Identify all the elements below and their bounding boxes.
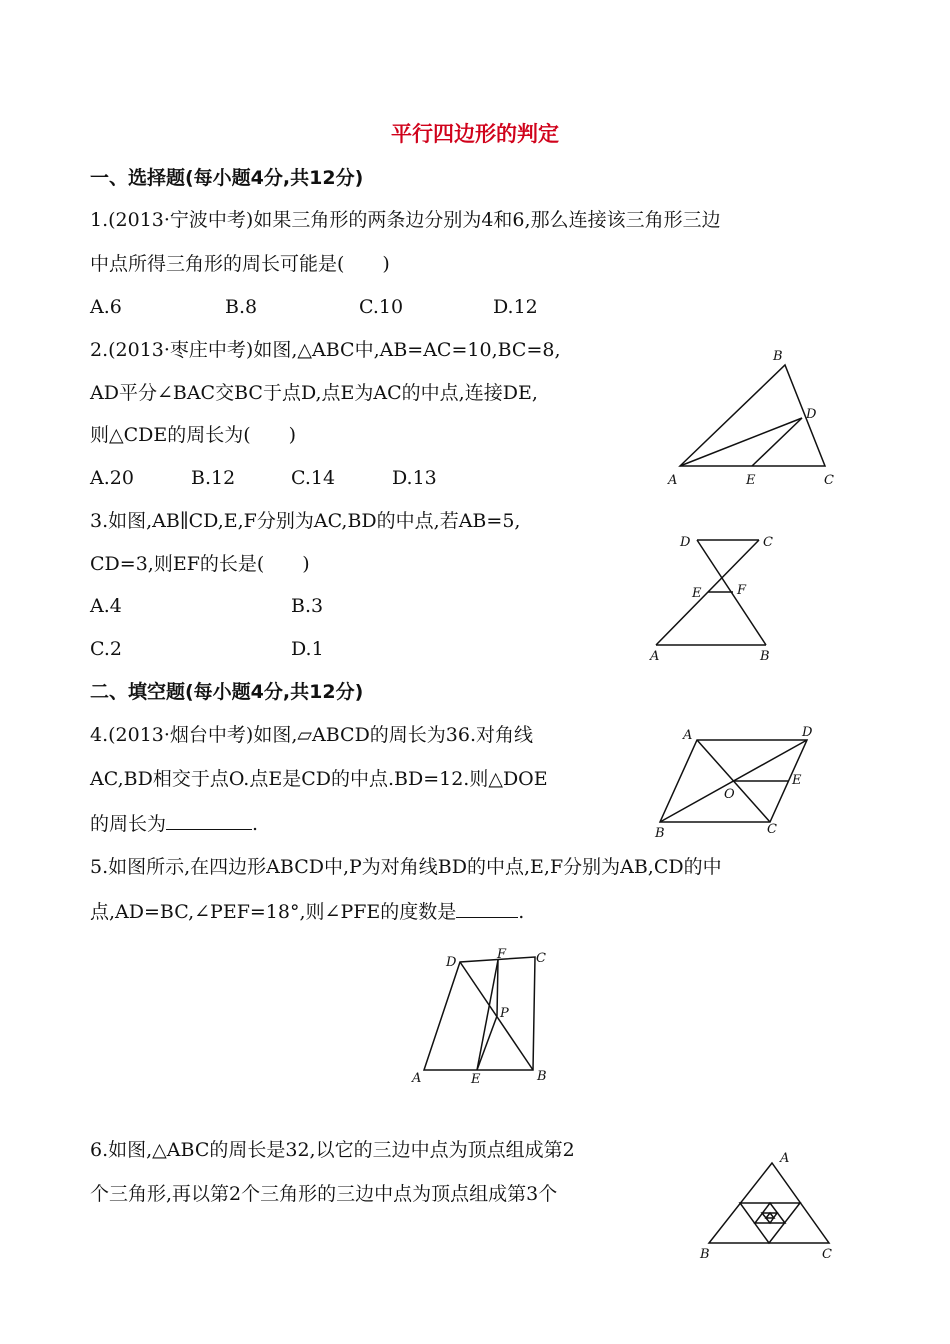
q4-label-a: A: [683, 728, 693, 743]
q2-label-b: B: [773, 349, 783, 364]
q5-text-line2-end: .: [518, 901, 525, 923]
q5-segment-ep: [477, 1016, 497, 1070]
q4-text-line2: AC,BD相交于点O.点E是CD的中点.BD=12.则△DOE: [90, 768, 548, 790]
q5-text-line2-prefix: 点,AD=BC,∠PEF=18°,则∠PFE的度数是: [90, 901, 457, 923]
q5-label-b: B: [537, 1069, 547, 1084]
q3-label-a: A: [650, 649, 660, 664]
q1-option-d: D.12: [493, 296, 538, 318]
q2-segment-ad: [680, 418, 802, 466]
q5-label-a: A: [412, 1071, 422, 1086]
q2-text-line1: 2.(2013·枣庄中考)如图,△ABC中,AB=AC=10,BC=8,: [90, 339, 561, 361]
q5-label-d: D: [446, 955, 457, 970]
q3-label-d: D: [680, 535, 691, 550]
q2-text-line2: AD平分∠BAC交BC于点D,点E为AC的中点,连接DE,: [90, 382, 538, 404]
q4-text-line1: 4.(2013·烟台中考)如图,▱ABCD的周长为36.对角线: [90, 724, 534, 746]
q3-option-d: D.1: [291, 638, 324, 660]
q3-label-c: C: [763, 535, 773, 550]
q2-label-d: D: [806, 407, 817, 422]
q5-text-line1: 5.如图所示,在四边形ABCD中,P为对角线BD的中点,E,F分别为AB,CD的中: [90, 856, 722, 878]
q3-label-f: F: [737, 583, 747, 598]
section-header-fill: 二、填空题(每小题4分,共12分): [90, 681, 364, 703]
q4-label-b: B: [655, 826, 665, 841]
q2-text-line3: 则△CDE的周长为( ): [90, 424, 297, 446]
q4-label-c: C: [767, 822, 777, 837]
q4-label-e: E: [792, 773, 802, 788]
q2-option-b: B.12: [191, 467, 236, 489]
q3-option-b: B.3: [291, 595, 324, 617]
q5-text-line2: [90, 899, 524, 924]
q4-answer-blank[interactable]: [166, 811, 252, 830]
q4-label-d: D: [802, 725, 813, 740]
q6-label-b: B: [700, 1247, 710, 1262]
q1-option-b: B.8: [225, 296, 258, 318]
q2-option-a: A.20: [90, 467, 134, 489]
q2-option-c: C.14: [291, 467, 336, 489]
q5-quadrilateral-figure: [405, 945, 565, 1085]
q3-label-b: B: [760, 649, 770, 664]
q2-triangle-figure: [660, 340, 850, 490]
q4-label-o: O: [724, 787, 735, 802]
q3-option-a: A.4: [90, 595, 122, 617]
q5-label-p: P: [500, 1006, 509, 1021]
q2-option-d: D.13: [392, 467, 437, 489]
q2-label-e: E: [746, 473, 756, 488]
section-header-choice: 一、选择题(每小题4分,共12分): [90, 167, 364, 189]
q3-label-e: E: [692, 586, 702, 601]
q1-text-line1: 1.(2013·宁波中考)如果三角形的两条边分别为4和6,那么连接该三角形三边: [90, 209, 721, 231]
q5-label-e: E: [471, 1072, 481, 1087]
q5-label-f: F: [497, 947, 507, 962]
q3-text-line1: 3.如图,AB∥CD,E,F分别为AC,BD的中点,若AB=5,: [90, 510, 521, 532]
q5-label-c: C: [536, 951, 546, 966]
q3-option-c: C.2: [90, 638, 122, 660]
q4-text-line3-end: .: [252, 813, 259, 835]
page-title: 平行四边形的判定: [391, 122, 559, 146]
q6-label-c: C: [822, 1247, 832, 1262]
q1-text-line2: 中点所得三角形的周长可能是( ): [90, 253, 390, 275]
q2-segment-de: [752, 418, 802, 466]
q1-option-c: C.10: [359, 296, 404, 318]
q4-text-line3: [90, 811, 258, 836]
q5-segment-ef: [477, 960, 498, 1070]
q2-triangle-abc: [680, 365, 825, 466]
q6-label-a: A: [780, 1151, 790, 1166]
q6-text-line1: 6.如图,△ABC的周长是32,以它的三边中点为顶点组成第2: [90, 1139, 575, 1161]
q6-nested-triangles-figure: [695, 1145, 845, 1265]
q4-text-line3-prefix: 的周长为: [90, 813, 167, 835]
q3-text-line2: CD=3,则EF的长是( ): [90, 553, 310, 575]
q5-answer-blank[interactable]: [456, 899, 518, 918]
q5-segment-fp: [497, 960, 498, 1016]
q1-option-a: A.6: [90, 296, 122, 318]
q6-text-line2: 个三角形,再以第2个三角形的三边中点为顶点组成第3个: [90, 1183, 558, 1205]
q2-label-c: C: [824, 473, 834, 488]
q4-parallelogram-figure: [652, 722, 827, 842]
q3-trapezoid-figure: [645, 528, 785, 664]
q2-label-a: A: [668, 473, 678, 488]
